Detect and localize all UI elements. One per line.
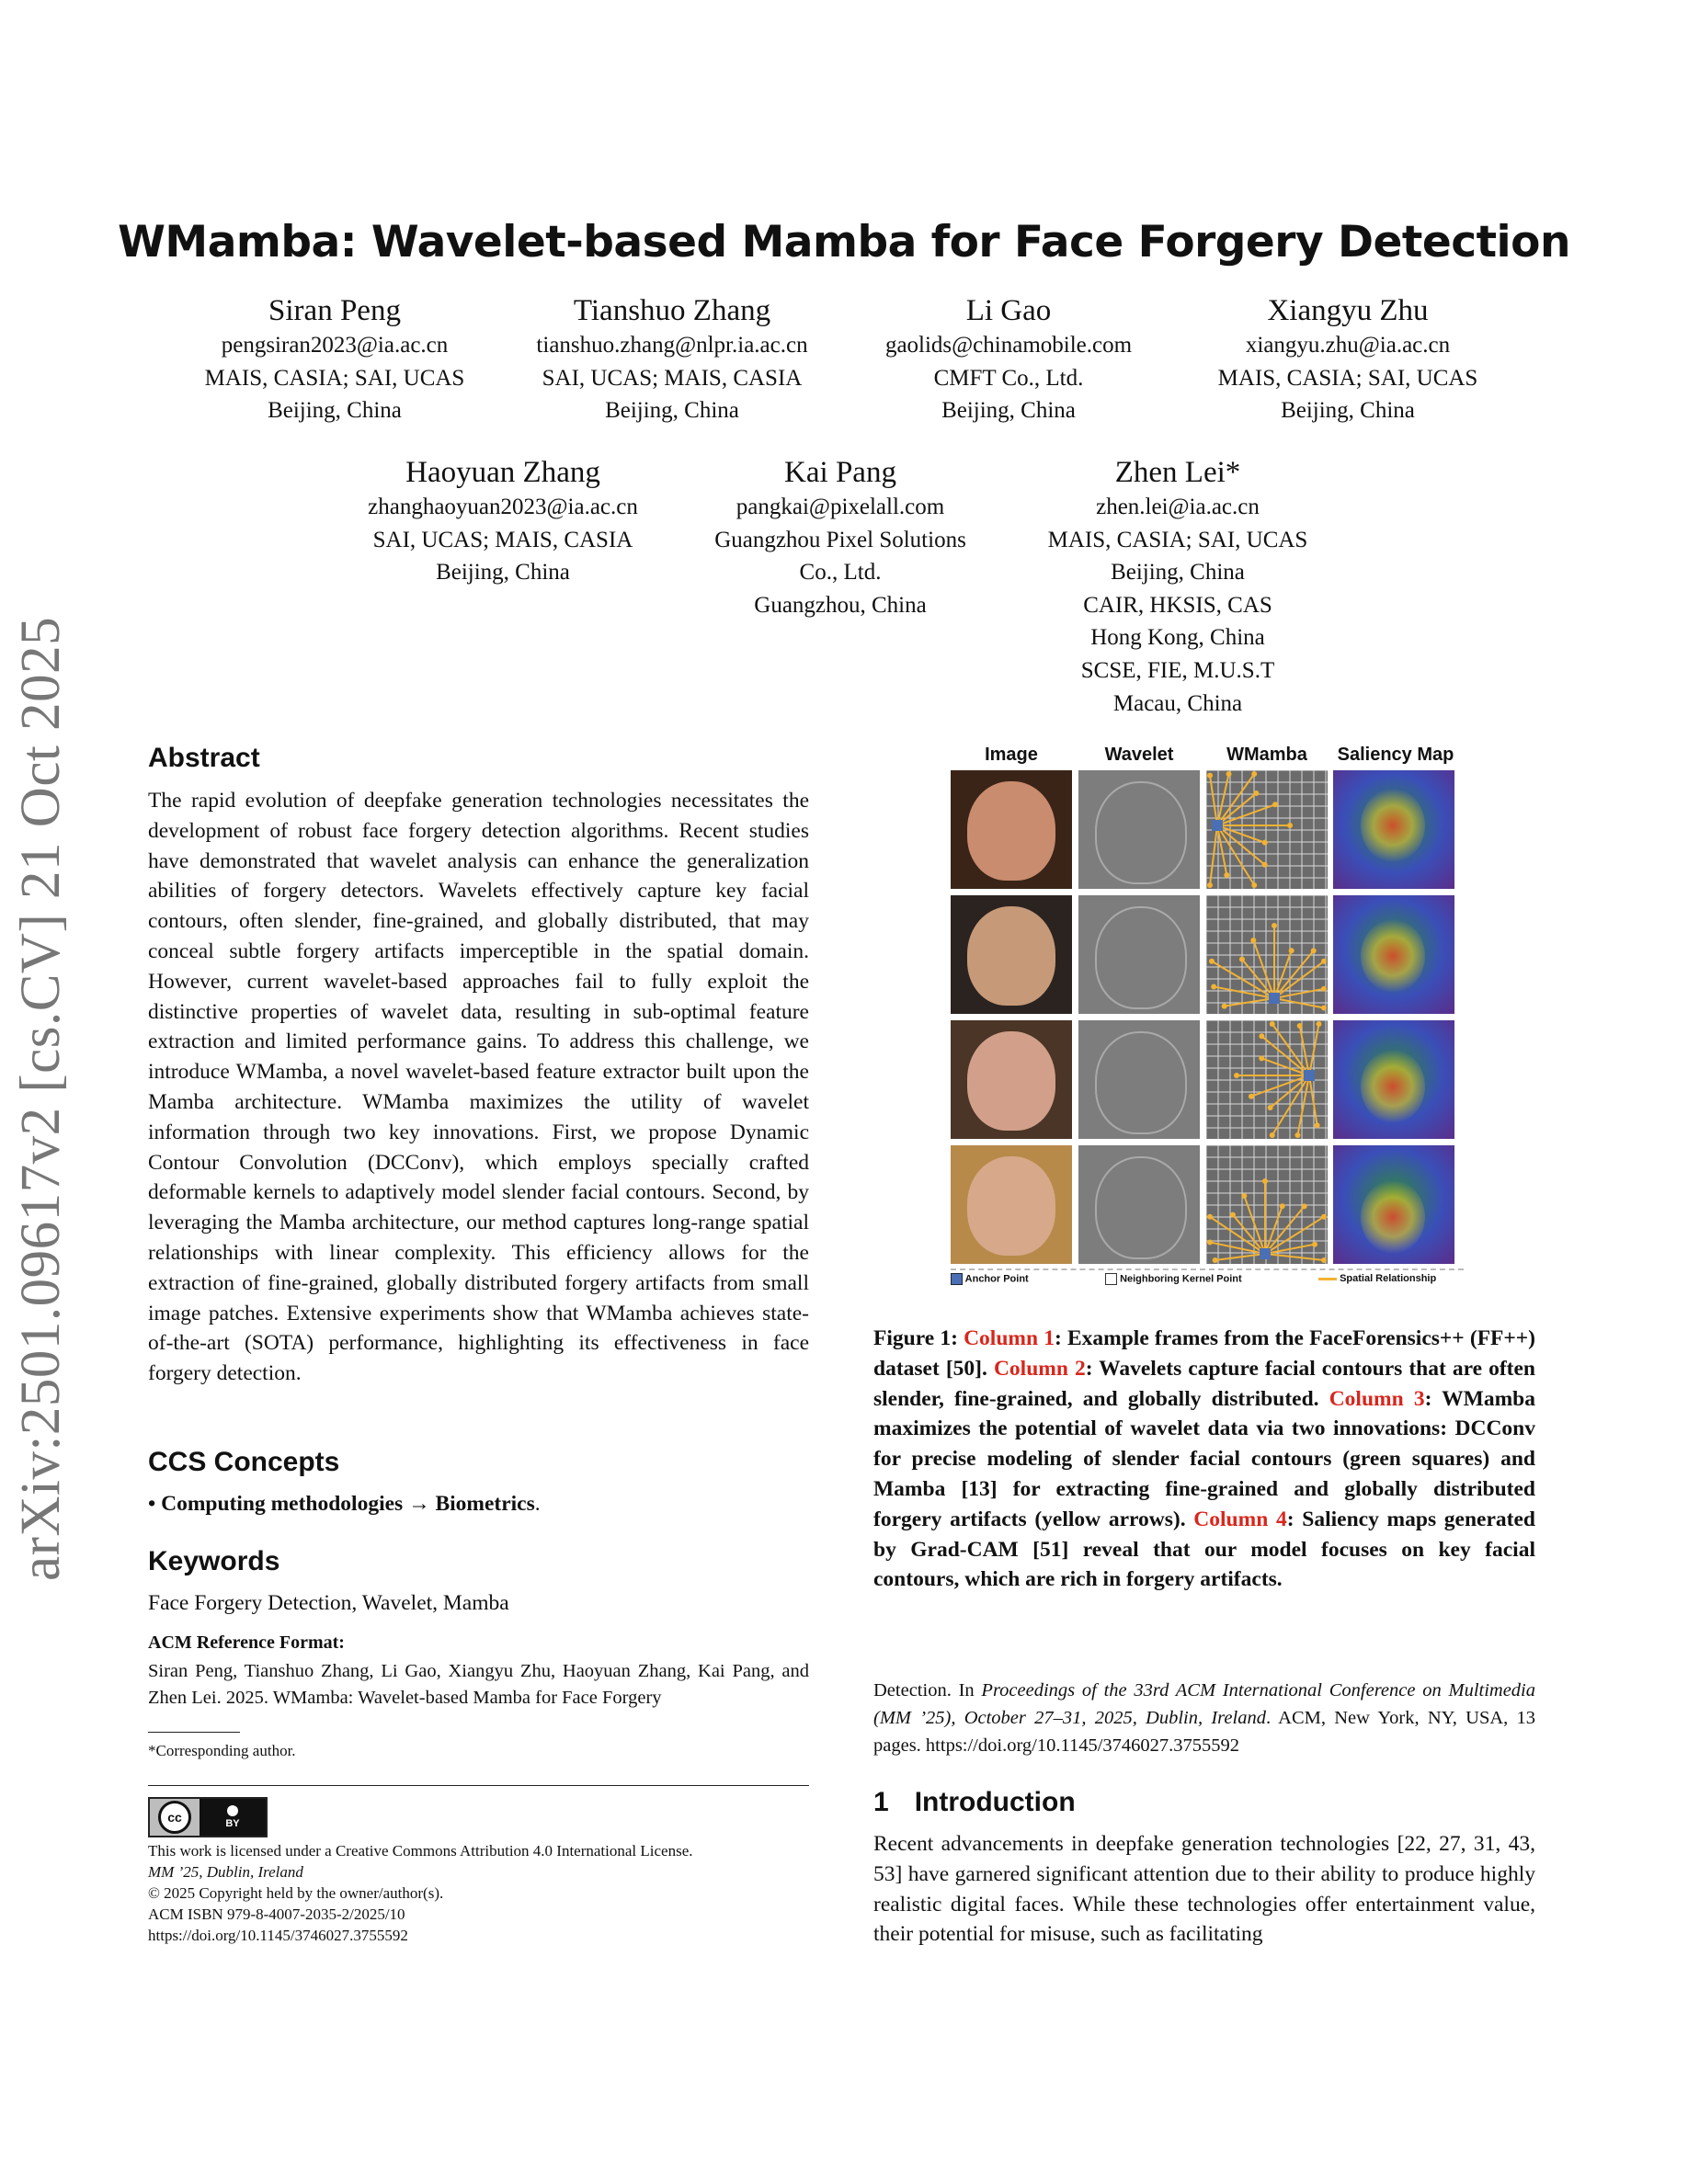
license-venue: MM ’25, Dublin, Ireland — [148, 1863, 303, 1881]
arrow-endpoint — [1302, 1203, 1307, 1209]
wavelet-contour — [1095, 1031, 1187, 1134]
acm-ref-part: Detection. In — [873, 1680, 982, 1701]
arrow-endpoint — [1241, 1193, 1247, 1199]
arrow-endpoint — [1321, 1257, 1327, 1263]
license-block — [148, 1840, 819, 1946]
ccs-concept: • Computing methodologies → Biometrics — [148, 1492, 535, 1516]
arxiv-identifier: arXiv:2501.09617v2 [cs.CV] 21 Oct 2025 — [10, 616, 72, 1581]
license-isbn: ACM ISBN 979-8-4007-2035-2/2025/10 — [148, 1905, 405, 1923]
author-affiliation: MAIS, CASIA; SAI, UCAS — [204, 365, 465, 391]
arrow-endpoint — [1321, 1214, 1327, 1220]
face-image — [951, 1145, 1072, 1264]
arrow-endpoint — [1270, 1021, 1275, 1027]
intro-heading — [873, 1787, 1076, 1818]
spatial-relationship-arrow — [1265, 1206, 1283, 1254]
arrow-endpoint — [1295, 1132, 1300, 1138]
author-block — [160, 292, 509, 427]
spatial-relationship-arrow — [1210, 825, 1217, 885]
author-affiliation: Guangzhou Pixel Solutions — [714, 527, 966, 552]
author-email: pangkai@pixelall.com — [736, 495, 945, 519]
author-affiliation: Co., Ltd. — [799, 560, 882, 586]
figure-grid — [951, 770, 1464, 1267]
wmamba-grid-svg — [1206, 770, 1328, 889]
legend-label: Anchor Point — [964, 1273, 1029, 1285]
author-email: gaolids@chinamobile.com — [884, 333, 1133, 358]
figure-col-header: Saliency Map — [1337, 745, 1454, 765]
license-copyright: © 2025 Copyright held by the owner/author(s). — [148, 1884, 444, 1902]
acm-ref-text: Siran Peng, Tianshuo Zhang, Li Gao, Xiangyu Zhu, Haoyuan Zhang, Kai Pang, and Zhen Lei. 2025. WMamba: Wavelet-based Mamba for Face Forgery — [148, 1661, 809, 1708]
figure-1 — [951, 745, 1464, 1296]
author-location: Beijing, China — [941, 398, 1076, 424]
author-affiliation: CAIR, HKSIS, CAS — [1083, 592, 1272, 618]
wmamba-grid-svg — [1206, 1020, 1328, 1139]
arrow-endpoint — [1268, 1105, 1273, 1110]
face-shape — [967, 1031, 1055, 1131]
author-affiliation: SAI, UCAS; MAIS, CASIA — [542, 365, 803, 391]
arrow-endpoint — [1251, 882, 1257, 888]
cc-icon — [150, 1799, 200, 1836]
wmamba-grid-svg — [1206, 1145, 1328, 1264]
wavelet-contour — [1095, 906, 1187, 1009]
spatial-relationship-arrow — [1217, 825, 1265, 843]
anchor-point — [1304, 1070, 1315, 1081]
author-email: zhen.lei@ia.ac.cn — [1096, 495, 1260, 519]
person-icon — [227, 1805, 238, 1816]
saliency-map — [1333, 1020, 1454, 1139]
caption-text: : Example frames from the FaceForensics++ (FF++) dataset [50]. — [873, 1326, 1536, 1381]
spatial-relationship-arrow — [1244, 1196, 1265, 1254]
legend-anchor — [951, 1273, 1029, 1285]
wavelet-image — [1078, 770, 1200, 889]
author-name: Xiangyu Zhu — [1267, 294, 1429, 327]
legend-label: Neighboring Kernel Point — [1120, 1273, 1242, 1285]
arrow-endpoint — [1211, 984, 1216, 989]
author-block — [834, 292, 1183, 427]
figure-col-header: Wavelet — [1104, 745, 1174, 765]
author-email: zhanghaoyuan2023@ia.ac.cn — [368, 495, 638, 519]
wavelet-image — [1078, 895, 1200, 1014]
author-location: Macau, China — [1112, 690, 1243, 716]
author-location: Hong Kong, China — [1090, 625, 1265, 651]
legend-neighbor — [1105, 1273, 1242, 1285]
legend-label: Spatial Relationship — [1340, 1273, 1437, 1284]
spatial-relationship-arrow — [1253, 940, 1274, 998]
author-name: Zhen Lei* — [1114, 456, 1241, 489]
arrow-endpoint — [1280, 1203, 1285, 1209]
arrow-endpoint — [1213, 1257, 1218, 1263]
face-shape — [967, 1156, 1055, 1256]
anchor-swatch — [951, 1273, 963, 1285]
wavelet-contour — [1095, 781, 1187, 884]
license-rule — [148, 1785, 809, 1786]
wavelet-image — [1078, 1020, 1200, 1139]
arrow-endpoint — [1253, 791, 1259, 796]
by-icon — [200, 1799, 266, 1836]
author-location: Beijing, China — [436, 560, 570, 586]
figure-caption — [873, 1324, 1535, 1595]
caption-text: : Wavelets capture facial contours that are often slender, fine-grained, and globally distributed. — [873, 1356, 1536, 1411]
arrow-endpoint — [1321, 986, 1327, 992]
spatial-relationship-arrow — [1217, 804, 1275, 825]
face-image — [951, 1020, 1072, 1139]
author-affiliation: SAI, UCAS; MAIS, CASIA — [372, 527, 633, 552]
paper-title: WMamba: Wavelet-based Mamba for Face Forgery Detection — [118, 217, 1570, 267]
arrow-endpoint — [1207, 1214, 1213, 1220]
arrow-endpoint — [1209, 959, 1215, 964]
author-block — [666, 454, 1015, 621]
spatial-relationship-arrow — [1309, 1075, 1317, 1125]
author-location: Beijing, China — [1281, 398, 1415, 424]
arrow-endpoint — [1315, 1122, 1320, 1128]
spatial-relationship-arrow — [1215, 1254, 1265, 1260]
intro-text: Recent advancements in deepfake generation technologies [22, 27, 31, 43, 53] have garnered significant attention due to their ability to produce highly realistic digital faces. While these technologies offer entertainment value, their potential for misuse, such as facilitating — [873, 1832, 1535, 1947]
arrow-endpoint — [1251, 771, 1257, 777]
author-location: Guangzhou, China — [754, 592, 927, 618]
arrow-endpoint — [1270, 1132, 1275, 1138]
spatial-relationship-arrow — [1265, 1254, 1324, 1260]
spatial-relationship-arrow — [1225, 998, 1274, 1007]
wmamba-visualization — [1206, 770, 1328, 889]
arrow-endpoint — [1230, 1212, 1236, 1218]
face-image — [951, 770, 1072, 889]
arrow-endpoint — [1289, 948, 1295, 953]
caption-column-ref: Column 2 — [993, 1356, 1086, 1381]
saliency-hotspot — [1361, 919, 1425, 993]
arrow-endpoint — [1259, 1033, 1264, 1039]
author-location: Beijing, China — [605, 398, 739, 424]
anchor-point — [1212, 820, 1223, 831]
caption-text: Figure 1: — [873, 1326, 964, 1350]
author-block — [1003, 454, 1352, 720]
abstract-text: The rapid evolution of deepfake generation technologies necessitates the development of robust face forgery detection algorithms. Recent studies have demonstrated that wavelet analysis can enhance the generalization abilities of forgery detectors. Wavelets effectively capture key facial contours, often slender, fine-grained, and globally distributed, that may conceal subtle forgery artifacts imperceptible in the spatial domain. However, current wavelet-based approaches fail to fully exploit the distinctive properties of wavelet data, resulting in sub-optimal feature extraction and limited performance gains. To address this challenge, we introduce WMamba, a novel wavelet-based feature extractor built upon the Mamba architecture. WMamba maximizes the utility of wavelet information through two key innovations. First, we propose Dynamic Contour Convolution (DCConv), which employs specially crafted deformable kernels to adaptively model slender facial contours. Second, by leveraging the Mamba architecture, our method captures long-range spatial relationships with linear complexity. This efficiency allows for the extraction of fine-grained, globally distributed forgery artifacts from small image patches. Extensive experiments show that WMamba achieves state-of-the-art (SOTA) performance, highlighting its effectiveness in face forgery detection. — [148, 789, 809, 1386]
arrow-endpoint — [1316, 1021, 1321, 1027]
author-affiliation: MAIS, CASIA; SAI, UCAS — [1217, 365, 1478, 391]
author-block — [328, 454, 678, 589]
arrow-endpoint — [1239, 957, 1245, 962]
wmamba-visualization — [1206, 1020, 1328, 1139]
spatial-relationship-arrow — [1251, 1075, 1309, 1097]
face-image — [951, 895, 1072, 1014]
arrow-endpoint — [1207, 773, 1213, 779]
arrow-endpoint — [1226, 771, 1232, 777]
wmamba-visualization — [1206, 895, 1328, 1014]
author-location: Beijing, China — [268, 398, 402, 424]
figure-col-header: WMamba — [1226, 745, 1307, 765]
arrow-endpoint — [1262, 862, 1268, 868]
arrow-endpoint — [1207, 882, 1213, 888]
author-affiliation: SCSE, FIE, M.U.S.T — [1080, 657, 1275, 683]
face-shape — [967, 906, 1055, 1006]
figure-col-header: Image — [985, 745, 1038, 765]
wavelet-image — [1078, 1145, 1200, 1264]
ccs-item — [148, 1489, 541, 1519]
arrow-endpoint — [1207, 1239, 1213, 1245]
saliency-hotspot — [1361, 1180, 1425, 1254]
ccs-period: . — [534, 1492, 541, 1516]
caption-text: : Saliency maps generated by Grad-CAM [51] reveal that our model focuses on key facial contours, which are rich in forgery artifacts. — [873, 1507, 1535, 1592]
ccs-heading: CCS Concepts — [148, 1447, 340, 1477]
abstract-heading: Abstract — [148, 743, 260, 773]
caption-column-ref: Column 4 — [1193, 1507, 1287, 1531]
arrow-swatch — [1318, 1278, 1337, 1280]
author-location: Beijing, China — [1111, 560, 1245, 586]
author-block — [497, 292, 847, 427]
arrow-endpoint — [1262, 840, 1268, 846]
saliency-map — [1333, 770, 1454, 889]
saliency-map — [1333, 1145, 1454, 1264]
arrow-endpoint — [1272, 802, 1278, 807]
acm-ref-heading: ACM Reference Format: — [148, 1632, 345, 1653]
arrow-endpoint — [1312, 1242, 1317, 1247]
author-affiliation: CMFT Co., Ltd. — [933, 365, 1084, 391]
author-block — [1173, 292, 1523, 427]
author-name: Haoyuan Zhang — [405, 456, 600, 489]
arrow-endpoint — [1250, 938, 1256, 943]
arrow-endpoint — [1262, 1178, 1268, 1184]
footnote-rule — [148, 1732, 240, 1733]
keywords-heading: Keywords — [148, 1546, 280, 1576]
saliency-map — [1333, 895, 1454, 1014]
license-doi: https://doi.org/10.1145/3746027.3755592 — [148, 1927, 408, 1944]
legend-spatial — [1318, 1273, 1436, 1284]
author-name: Kai Pang — [784, 456, 896, 489]
author-email: pengsiran2023@ia.ac.cn — [221, 333, 449, 358]
anchor-point — [1269, 993, 1280, 1004]
keywords-text: Face Forgery Detection, Wavelet, Mamba — [148, 1591, 509, 1615]
author-email: tianshuo.zhang@nlpr.ia.ac.cn — [536, 333, 808, 358]
wavelet-contour — [1095, 1156, 1187, 1259]
caption-column-ref: Column 3 — [1329, 1386, 1425, 1411]
anchor-point — [1260, 1248, 1271, 1259]
arrow-endpoint — [1224, 872, 1229, 878]
author-name: Siran Peng — [268, 294, 401, 327]
arrow-endpoint — [1287, 823, 1293, 828]
caption-text: : WMamba maximizes the potential of wavelet data via two innovations: DCConv for precise modeling of slender facial contours (green squares) and Mamba [13] for extracting fine-grained and globally distributed forgery artifacts (yellow arrows). — [873, 1386, 1535, 1531]
wmamba-grid-svg — [1206, 895, 1328, 1014]
saliency-hotspot — [1361, 789, 1425, 862]
author-name: Li Gao — [965, 294, 1052, 327]
author-email: xiangyu.zhu@ia.ac.cn — [1245, 333, 1451, 358]
cc-by-badge — [148, 1797, 268, 1837]
arrow-endpoint — [1321, 959, 1327, 964]
acm-ref-part: . ACM, New York, NY, USA, 13 pages. https://doi.org/10.1145/3746027.3755592 — [873, 1708, 1536, 1756]
footnote: *Corresponding author. — [148, 1742, 296, 1759]
wmamba-visualization — [1206, 1145, 1328, 1264]
acm-ref-continued — [873, 1677, 1535, 1759]
author-affiliation: MAIS, CASIA; SAI, UCAS — [1047, 527, 1308, 552]
arrow-endpoint — [1297, 1023, 1303, 1029]
section-number: 1 — [873, 1787, 889, 1817]
arrow-endpoint — [1222, 1004, 1227, 1009]
by-label: BY — [225, 1818, 240, 1829]
legend-divider — [951, 1268, 1464, 1270]
arrow-endpoint — [1259, 1055, 1264, 1061]
arrow-endpoint — [1311, 948, 1317, 953]
caption-column-ref: Column 1 — [964, 1326, 1055, 1350]
cc-mark: cc — [158, 1801, 191, 1834]
arrow-endpoint — [1249, 1094, 1254, 1099]
author-name: Tianshuo Zhang — [573, 294, 771, 327]
arrow-endpoint — [1321, 1005, 1327, 1010]
acm-ref-venue: Proceedings of the 33rd ACM International Conference on Multimedia (MM ’25), October 27–31, 2025, Dublin, Ireland — [873, 1680, 1536, 1728]
face-shape — [967, 781, 1055, 881]
section-title: Introduction — [914, 1787, 1076, 1817]
saliency-hotspot — [1361, 1050, 1425, 1123]
arrow-endpoint — [1272, 923, 1277, 928]
license-text: This work is licensed under a Creative Commons Attribution 4.0 International License. — [148, 1842, 693, 1860]
neighbor-swatch — [1105, 1273, 1117, 1285]
arrow-endpoint — [1234, 1073, 1239, 1078]
